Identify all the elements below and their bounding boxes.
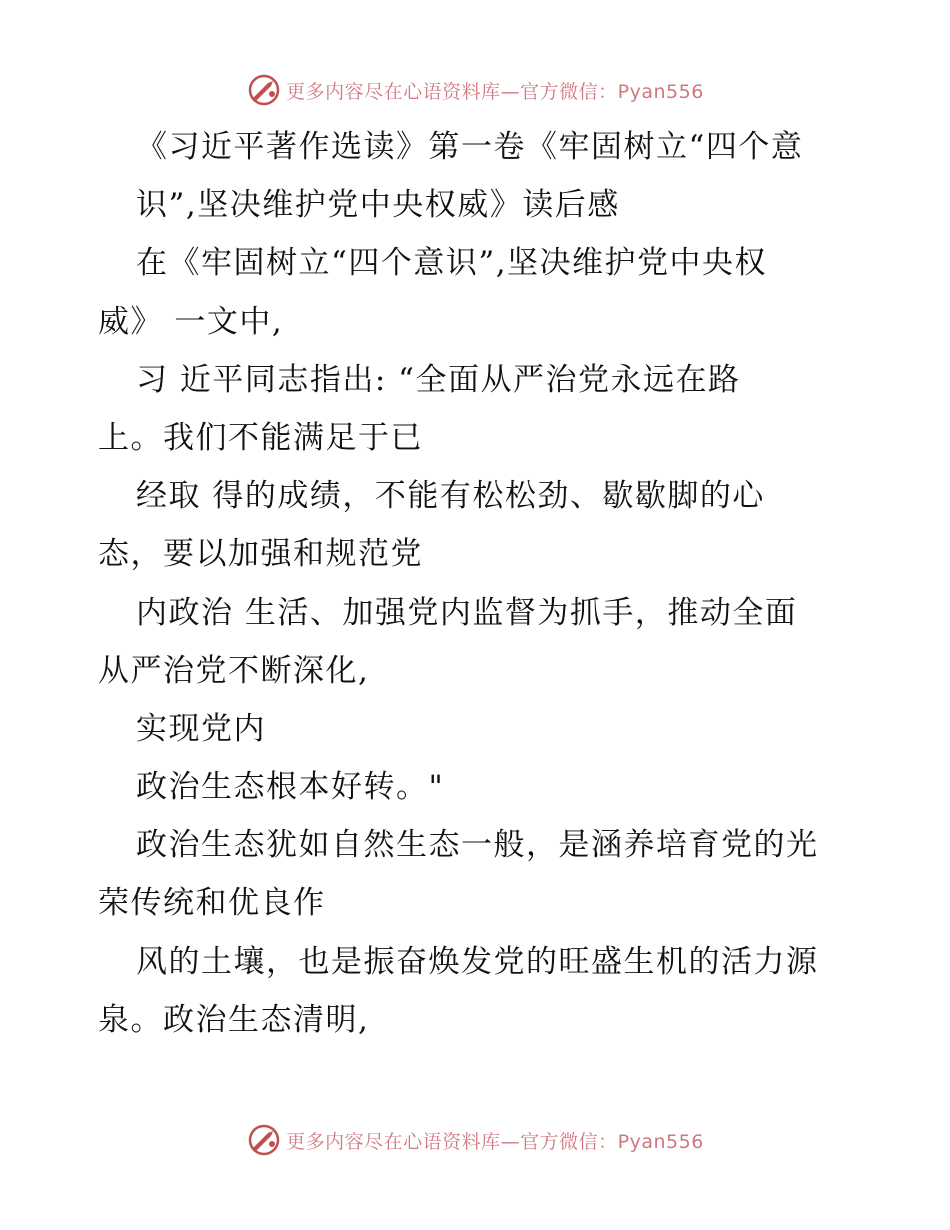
text-line: 态，要以加强和规范党 bbox=[98, 536, 423, 573]
text-line: 经取 得的成绩，不能有松松劲、歇歇脚的心 bbox=[136, 478, 765, 515]
banner-text: 更多内容尽在心语资料库—官方微信：Pyan556 bbox=[286, 1130, 704, 1153]
text-line: 在《牢固树立“四个意识”,坚决维护党中央权 bbox=[136, 245, 768, 282]
text-line: 政治生态根本好转。" bbox=[136, 769, 445, 806]
text-line: 习 近平同志指出: “全面从严治党永远在路 bbox=[136, 361, 741, 398]
text-line: 荣传统和优良作 bbox=[98, 885, 326, 922]
text-line: 上。我们不能满足于已 bbox=[98, 419, 423, 456]
document-body bbox=[98, 118, 868, 1049]
pen-circle-logo-icon bbox=[246, 72, 282, 108]
text-line: 《习近平著作选读》第一卷《牢固树立“四个意 bbox=[136, 129, 804, 165]
text-line: 风的土壤，也是振奋焕发党的旺盛生机的活力源 bbox=[136, 943, 819, 980]
text-line: 实现党内 bbox=[136, 710, 266, 747]
text-line: 识”,坚决维护党中央权威》读后感 bbox=[136, 187, 620, 224]
text-line: 威》 一文中, bbox=[98, 303, 284, 340]
text-line: 从严治党不断深化, bbox=[98, 652, 370, 689]
text-line: 内政治 生活、加强党内监督为抓手，推动全面 bbox=[136, 594, 798, 631]
text-line: 政治生态犹如自然生态一般，是涵养培育党的光 bbox=[136, 827, 819, 864]
text-line: 泉。政治生态清明, bbox=[98, 1001, 370, 1038]
footer-banner bbox=[0, 1120, 950, 1160]
banner-text: 更多内容尽在心语资料库—官方微信：Pyan556 bbox=[286, 80, 704, 103]
header-banner bbox=[0, 70, 950, 110]
pen-circle-logo-icon bbox=[246, 1122, 282, 1158]
